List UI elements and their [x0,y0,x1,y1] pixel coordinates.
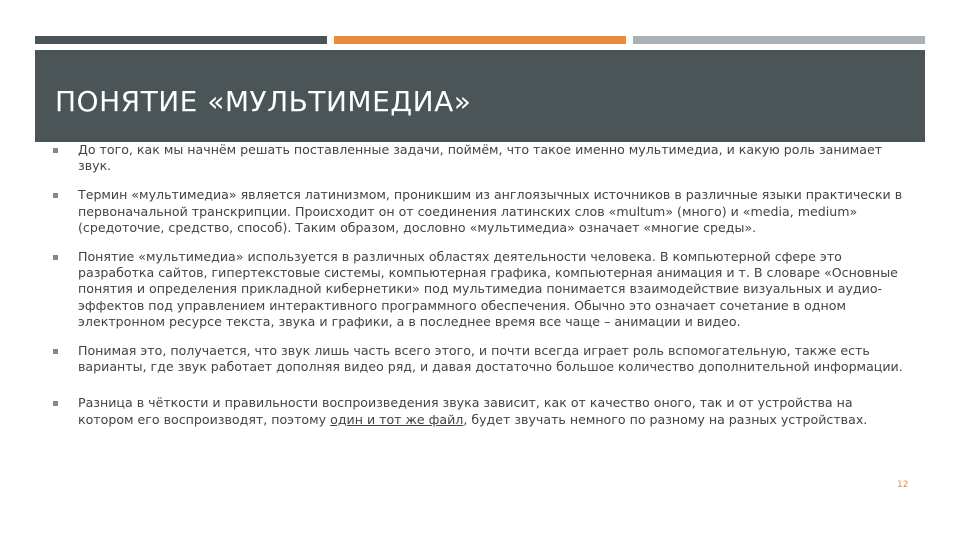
square-bullet-icon [53,349,58,354]
square-bullet-icon [53,255,58,260]
bullet-text: До того, как мы начнём решать поставленные задачи, поймём, что такое именно мультимедиа, и какую роль занимает звук. [78,142,883,174]
bullet-text-after-link: , будет звучать немного по разному на разных устройствах. [463,411,868,427]
bullet-text: Понятие «мультимедиа» используется в различных областях деятельности человека. В компьютерной сфере это разработка сайтов, гипертекстовые системы, компьютерная графика, компьютерная анимация и т. В словаре «Основные понятия и определения прикладной кибернетики» под мультимедиа понимается взаимодействие визуальных и аудио-эффектов под управлением интерактивного программного обеспечения. Обычно это означает сочетание в одном электронном ресурсе текста, звука и графики, а в последнее время все чаще – анимации и видео. [78,249,898,329]
square-bullet-icon [53,148,58,153]
square-bullet-icon [53,401,58,406]
bullet-text: Термин «мультимедиа» является латинизмом, проникшим из англоязычных источников в различные языки практически в первоначальной транскрипции. Происходит он от соединения латинских слов «multum» (много) и «media, medium» (средоточие, средство, способ). Таким образом, дословно «мультимедиа» означает «многие среды». [78,187,903,235]
title-banner [35,50,925,142]
bullet-item [50,142,908,174]
top-accent-bar-dark [35,36,327,44]
bullet-text-before-link: Разница в чёткости и правильности воспроизведения звука зависит, как от качество оного, так и от устройства на котором его воспроизводят, поэтому [78,395,853,427]
slide-title: ПОНЯТИЕ «МУЛЬТИМЕДИА» [55,85,472,118]
square-bullet-icon [53,193,58,198]
bullet-item [50,395,908,427]
bullet-item [50,343,908,375]
page-number: 12 [897,480,909,490]
top-accent-bar-orange [334,36,626,44]
bullet-text: Понимая это, получается, что звук лишь часть всего этого, и почти всегда играет роль вспомогательную, также есть варианты, где звук работает дополняя видео ряд, и давая достаточно большое количество дополнительной информации. [78,343,903,375]
bullet-list [50,142,908,441]
file-link[interactable]: один и тот же файл [330,411,464,427]
top-accent-bar-light [633,36,925,44]
bullet-item [50,249,908,330]
bullet-item [50,187,908,236]
